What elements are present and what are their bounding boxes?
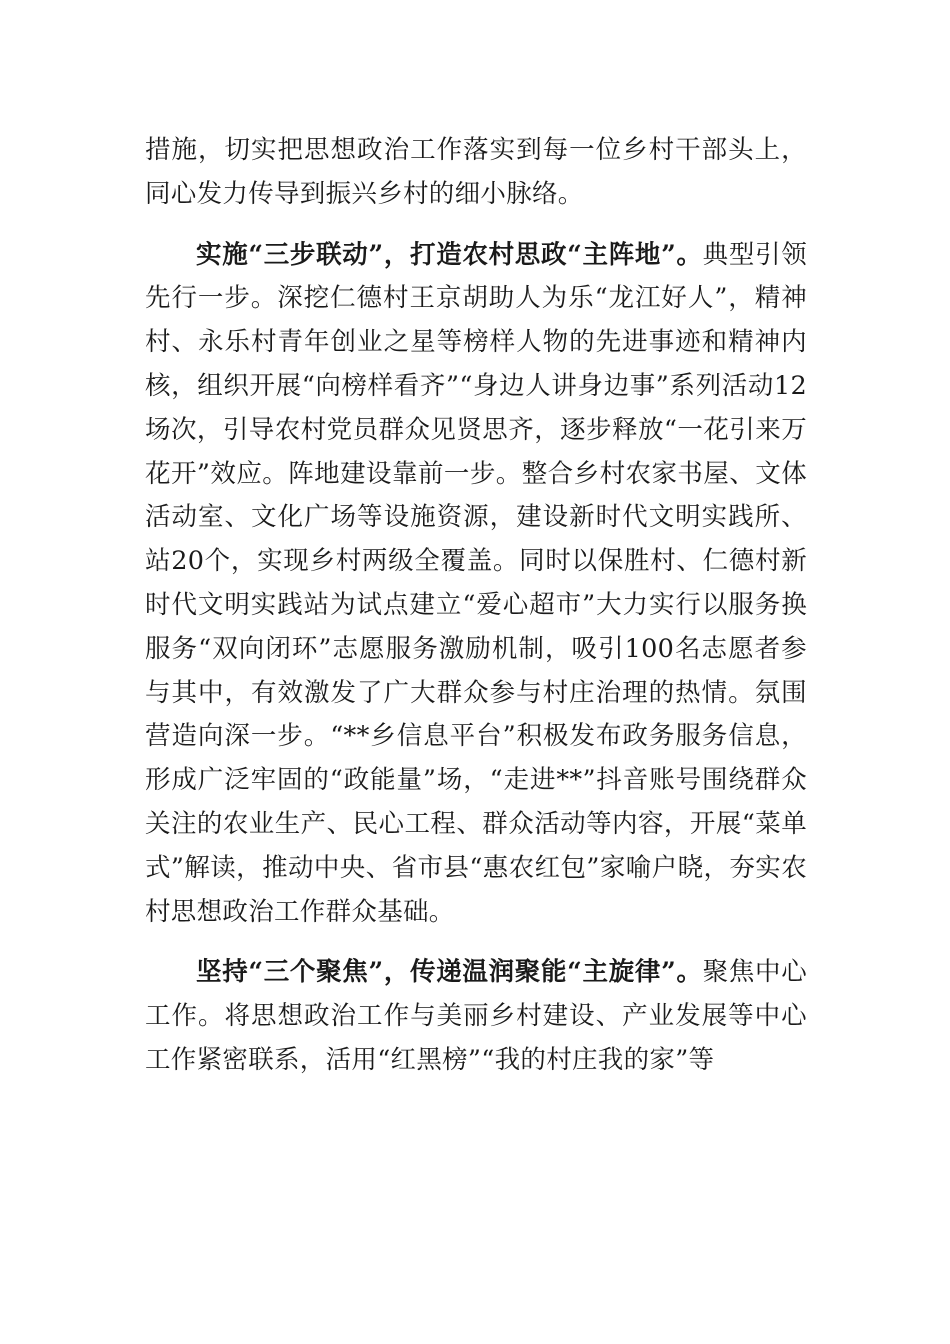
- paragraph-1-body: 措施，切实把思想政治工作落实到每一位乡村干部头上，同心发力传导到振兴乡村的细小脉络。: [145, 135, 807, 209]
- paragraph-2: [145, 234, 807, 935]
- paragraph-1: [145, 129, 807, 217]
- paragraph-2-body: 典型引领先行一步。深挖仁德村王京胡助人为乐“龙江好人”，精神村、永乐村青年创业之星等榜样人物的先进事迹和精神内核，组织开展“向榜样看齐”“身边人讲身边事”系列活动12场次，引导农村党员群众见贤思齐，逐步释放“一花引来万花开”效应。阵地建设靠前一步。整合乡村农家书屋、文体活动室、文化广场等设施资源，建设新时代文明实践所、站20个，实现乡村两级全覆盖。同时以保胜村、仁德村新时代文明实践站为试点建立“爱心超市”大力实行以服务换服务“双向闭环”志愿服务激励机制，吸引100名志愿者参与其中，有效激发了广大群众参与村庄治理的热情。氛围营造向深一步。“**乡信息平台”积极发布政务服务信息，形成广泛牢固的“政能量”场，“走进**”抖音账号围绕群众关注的农业生产、民心工程、群众活动等内容，开展“菜单式”解读，推动中央、省市县“惠农红包”家喻户晓，夯实农村思想政治工作群众基础。: [145, 239, 807, 927]
- paragraph-3: [145, 951, 807, 1082]
- paragraph-3-lead: 坚持“三个聚焦”，传递温润聚能“主旋律”。: [196, 957, 703, 988]
- document-page: [145, 129, 807, 1100]
- paragraph-2-lead: 实施“三步联动”，打造农村思政“主阵地”。: [196, 239, 703, 270]
- paragraph-3-body: 聚焦中心工作。将思想政治工作与美丽乡村建设、产业发展等中心工作紧密联系，活用“红黑榜”“我的村庄我的家”等: [145, 957, 807, 1075]
